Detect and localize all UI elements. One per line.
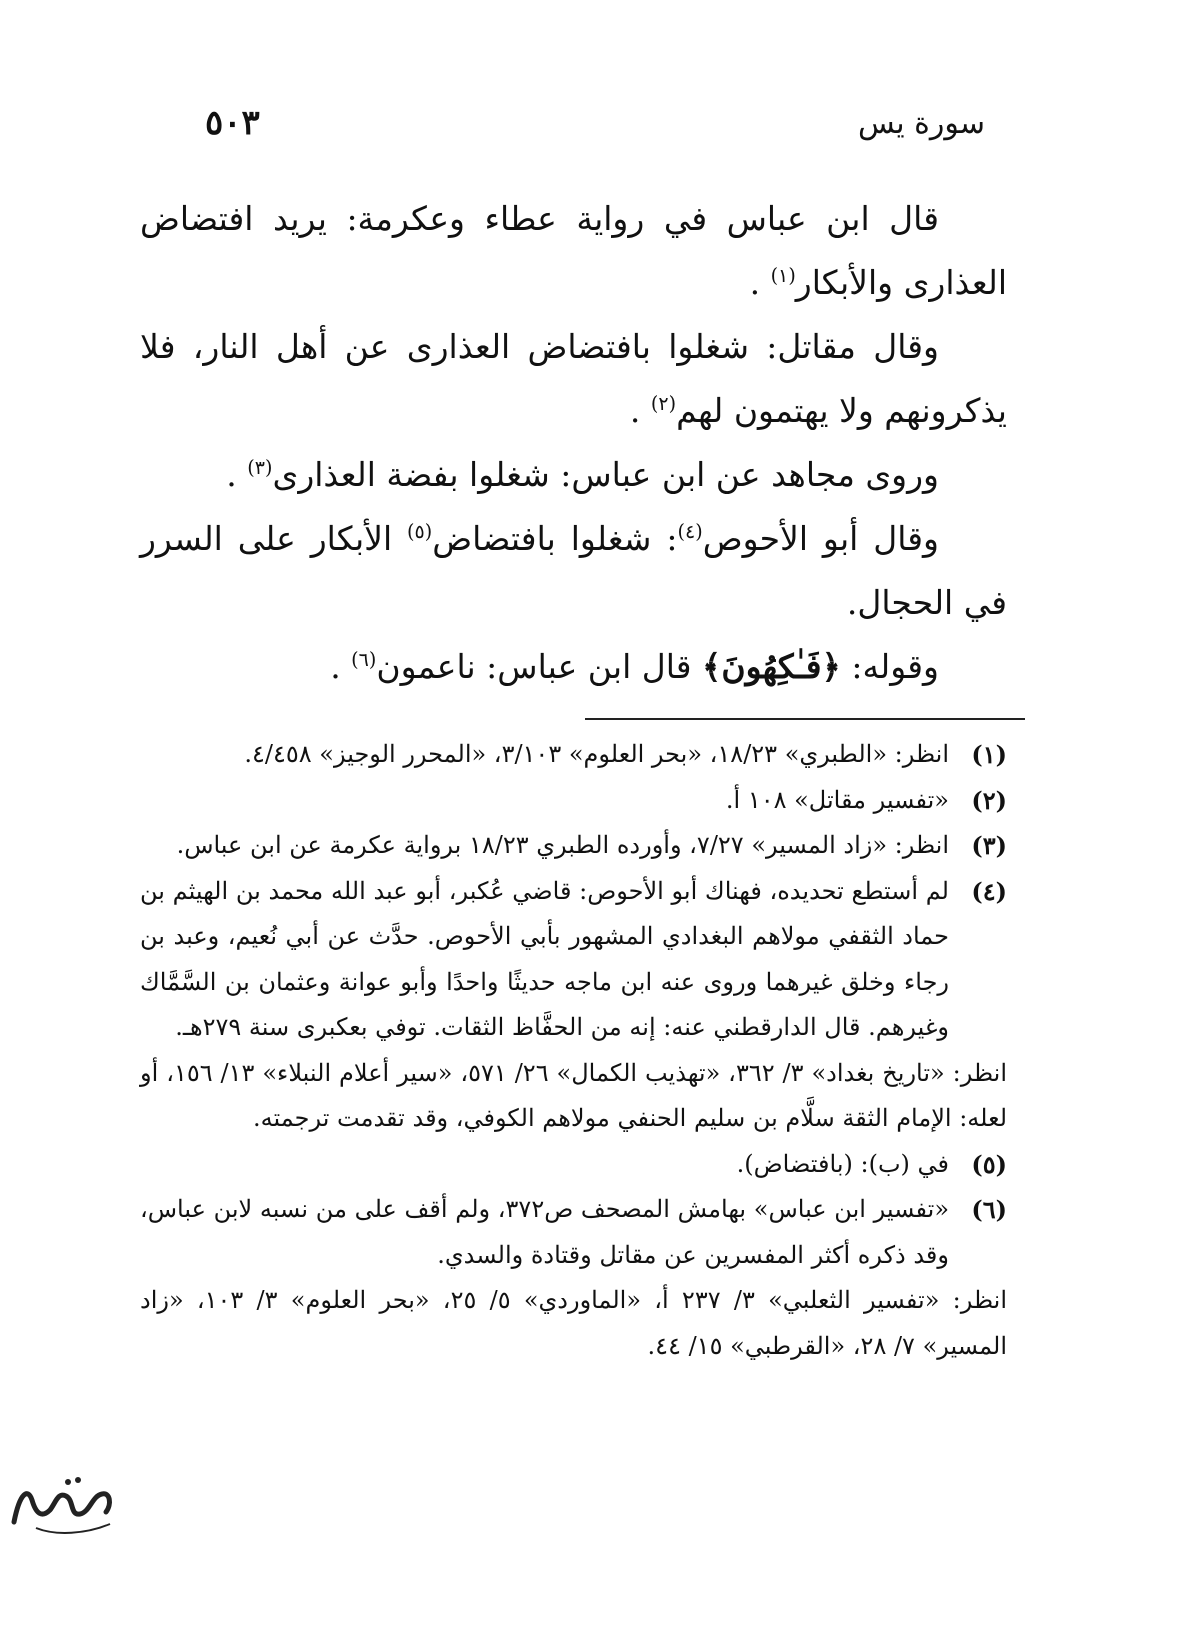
footnote <box>140 1187 1007 1278</box>
footnote-ref: (٥) <box>407 520 433 543</box>
paragraph-text: الأبكار على السرر في الحجال. <box>140 519 1007 622</box>
paragraph <box>140 315 1007 443</box>
footnote-text: «تفسير ابن عباس» بهامش المصحف ص٣٧٢، ولم أقف على من نسبه لابن عباس، وقد ذكره أكثر المفسرين عن مقاتل وقتادة والسدي. <box>140 1195 950 1269</box>
quran-verse: ﴿فَـٰكِهُونَ﴾ <box>702 647 841 686</box>
paragraph-text: قال ابن عباس: ناعمون <box>376 647 703 686</box>
footnote-continuation: انظر: «تفسير الثعلبي» ٣/ ٢٣٧ أ، «الماوردي» ٥/ ٢٥، «بحر العلوم» ٣/ ١٠٣، «زاد المسير» ٧/ ٢٨، «القرطبي» ١٥/ ٤٤. <box>140 1286 1008 1360</box>
paragraph-text: وروى مجاهد عن ابن عباس: شغلوا بفضة العذارى <box>272 455 939 494</box>
footnote-number: (٥) <box>971 1149 1007 1179</box>
page-header <box>205 98 985 148</box>
publisher-logo <box>6 1470 118 1542</box>
paragraph <box>140 187 1007 315</box>
footnote <box>140 1142 1007 1188</box>
paragraph <box>140 635 1007 699</box>
paragraph-text: : شغلوا بافتضاض <box>432 519 678 558</box>
paragraph-text: قال ابن عباس في رواية عطاء وعكرمة: يريد افتضاض العذارى والأبكار <box>140 199 1007 302</box>
footnote-divider <box>585 718 1025 720</box>
paragraph-end: . <box>330 647 352 686</box>
page-number: ٥٠٣ <box>205 103 260 143</box>
paragraph-text: وقال مقاتل: شغلوا بافتضاض العذارى عن أهل النار، فلا يذكرونهم ولا يهتمون لهم <box>140 327 1007 430</box>
footnote <box>140 823 1007 869</box>
footnote-text: «تفسير مقاتل» ١٠٨ أ. <box>725 785 949 814</box>
footnote <box>140 869 1007 1051</box>
footnote-number: (٤) <box>971 876 1007 906</box>
footnote-ref: (١) <box>770 264 796 287</box>
footnote <box>140 778 1007 824</box>
paragraph-text: وقال أبو الأحوص <box>702 519 939 558</box>
footnote-ref: (٦) <box>351 648 377 671</box>
footnote-ref: (٤) <box>677 520 703 543</box>
footnote-number: (١) <box>971 740 1007 769</box>
footnote-number: (٣) <box>971 831 1007 860</box>
footnotes <box>140 732 1007 1369</box>
paragraph <box>140 507 1007 635</box>
footnote-text: لم أستطع تحديده، فهناك أبو الأحوص: قاضي عُكبر، أبو عبد الله محمد بن الهيثم بن حماد الثقفي مولاهم البغدادي المشهور بأبي الأحوص. حدَّث عن أبي نُعيم، وعبد بن رجاء وخلق غيرهما وروى عنه ابن ماجه حديثًا واحدًا وأبو عوانة وعثمان بن السَّمَّاك وغيرهم. قال الدارقطني عنه: إنه من الحفَّاظ الثقات. توفي بعكبرى سنة ٢٧٩هـ. <box>140 876 949 1041</box>
footnote-ref: (٢) <box>650 392 677 415</box>
paragraph-text: وقوله: <box>840 647 939 686</box>
paragraph <box>140 443 1007 507</box>
footnote-continuation: انظر: «تاريخ بغداد» ٣/ ٣٦٢، «تهذيب الكمال» ٢٦/ ٥٧١، «سير أعلام النبلاء» ١٣/ ١٥٦، أو لعله: الإمام الثقة سلَّام بن سليم الحنفي مولاهم الكوفي، وقد تقدمت ترجمته. <box>140 1058 1008 1132</box>
paragraph-end: . <box>749 263 771 302</box>
main-text <box>140 187 1007 699</box>
footnote-number: (٢) <box>971 785 1007 815</box>
footnote-ref: (٣) <box>247 456 273 479</box>
footnote-number: (٦) <box>971 1195 1007 1224</box>
paragraph-end: . <box>226 455 248 494</box>
paragraph-end: . <box>629 391 651 430</box>
footnote-text: انظر: «الطبري» ١٨/٢٣، «بحر العلوم» ٣/١٠٣، «المحرر الوجيز» ٤/٤٥٨. <box>244 740 949 768</box>
footnote-text: في (ب): (بافتضاض). <box>736 1149 949 1178</box>
surah-title: سورة يس <box>858 105 985 141</box>
footnote <box>140 732 1007 778</box>
footnote-text: انظر: «زاد المسير» ٧/٢٧، وأورده الطبري ١٨/٢٣ برواية عكرمة عن ابن عباس. <box>176 831 949 859</box>
